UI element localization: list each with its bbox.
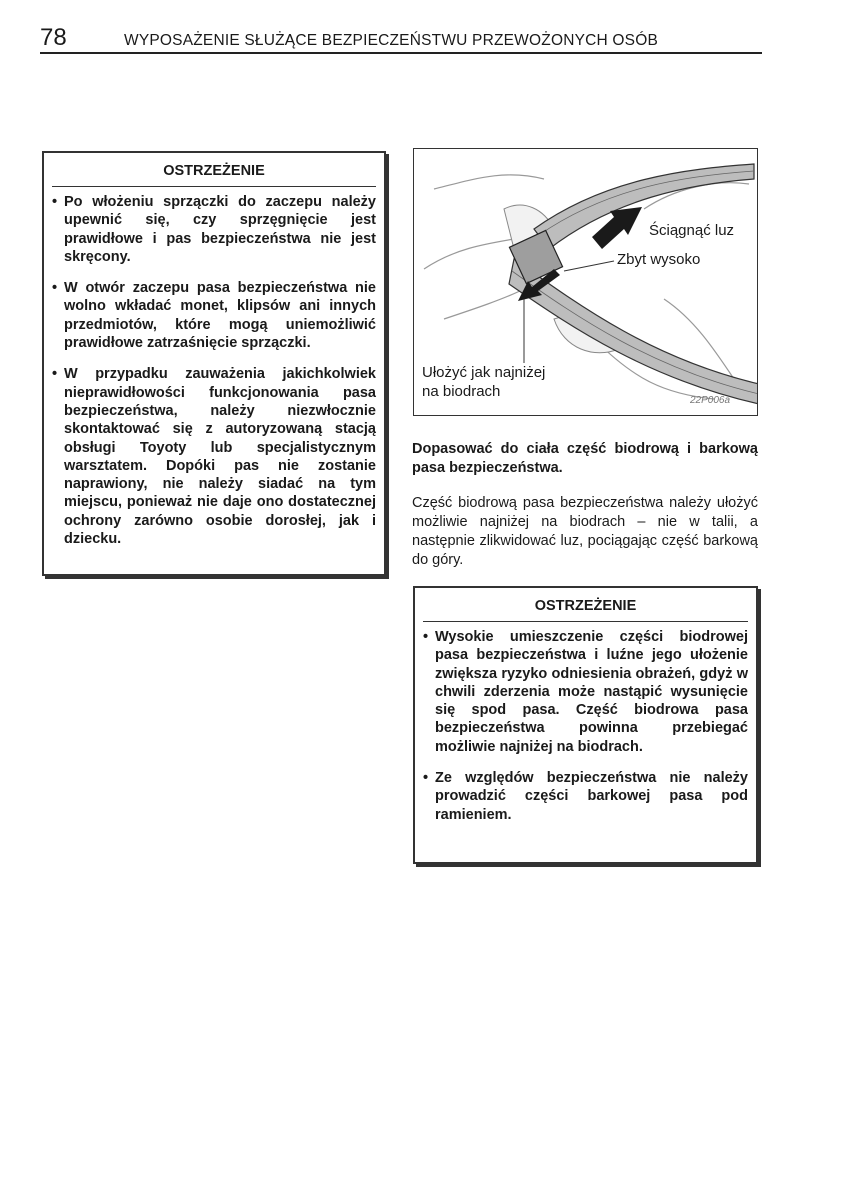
warning-item (52, 365, 376, 548)
section-title: WYPOSAŻENIE SŁUŻĄCE BEZPIECZEŃSTWU PRZEWOŻONYCH OSÓB (124, 32, 659, 49)
page-header (40, 24, 762, 54)
label-too-high: Zbyt wysoko (617, 251, 701, 268)
warning-text: Ze względów bezpieczeństwa nie należy prowadzić części barkowej pasa pod ramieniem. (435, 770, 748, 823)
label-place-low (422, 363, 545, 401)
page-number: 78 (40, 24, 67, 51)
warning-item (52, 279, 376, 352)
warning-text: W przypadku zauważenia jakichkolwiek nieprawidłowości funkcjonowania pasa bezpieczeństwa, należy niezwłocznie skontaktować się z autoryzowaną stacją obsługi Toyoty lub specjalistycznym warsztatem. Dopóki pas nie zostanie naprawiony, nie należy siadać na tym miejscu, ponieważ nie daje ono dostatecznej ochrony zarówno osobie dorosłej, jak i dziecku. (64, 366, 376, 548)
bullet-icon: • (423, 629, 429, 645)
warning-text: Wysokie umieszczenie części biodrowej pasa bezpieczeństwa i luźne jego ułożenie zwiększa ryzyko odniesienia obrażeń, gdyż w chwili zderzenia może nastąpić wysunięcie się spod pasa. Część biodrowa pasa bezpieczeństwa powinna przebiegać możliwie najniżej na biodrach. (435, 629, 748, 755)
warning-text: W otwór zaczepu pasa bezpieczeństwa nie wolno wkładać monet, klipsów ani innych przedmiotów, które mogą uniemożliwić prawidłowe zatrzaśnięcie sprzączki. (64, 280, 376, 352)
seatbelt-illustration (413, 148, 758, 416)
label-place-low-line1: Ułożyć jak najniżej (422, 364, 546, 381)
warning-item (52, 193, 376, 266)
warning-item (423, 628, 748, 756)
figure-code: 22P006a (690, 395, 731, 406)
warning-text: Po włożeniu sprzączki do zaczepu należy upewnić się, czy sprzęgnięcie jest prawidłowe i pas bezpieczeństwa nie jest skręcony. (64, 194, 376, 265)
warning-title: OSTRZEŻENIE (52, 153, 376, 187)
bullet-icon: • (423, 770, 429, 787)
bullet-icon: • (52, 280, 58, 297)
instruction-heading: Dopasować do ciała część biodrową i barkową pasa bezpieczeństwa. (412, 441, 758, 476)
instruction-text: Część biodrową pasa bezpieczeństwa należy ułożyć możliwie najniżej na biodrach – nie w talii, a następnie zlikwidować luz, pociągając część barkową do góry. (412, 495, 758, 568)
warning-item (423, 769, 748, 824)
warning-title: OSTRZEŻENIE (423, 588, 748, 622)
warning-box-left (42, 151, 386, 576)
label-place-low-line2: na biodrach (422, 383, 501, 400)
label-pull-slack: Ściągnąć luz (649, 222, 735, 239)
warning-list (44, 187, 384, 548)
bullet-icon: • (52, 366, 58, 383)
bullet-icon: • (52, 194, 58, 210)
warning-list (415, 622, 756, 824)
warning-box-right (413, 586, 758, 864)
